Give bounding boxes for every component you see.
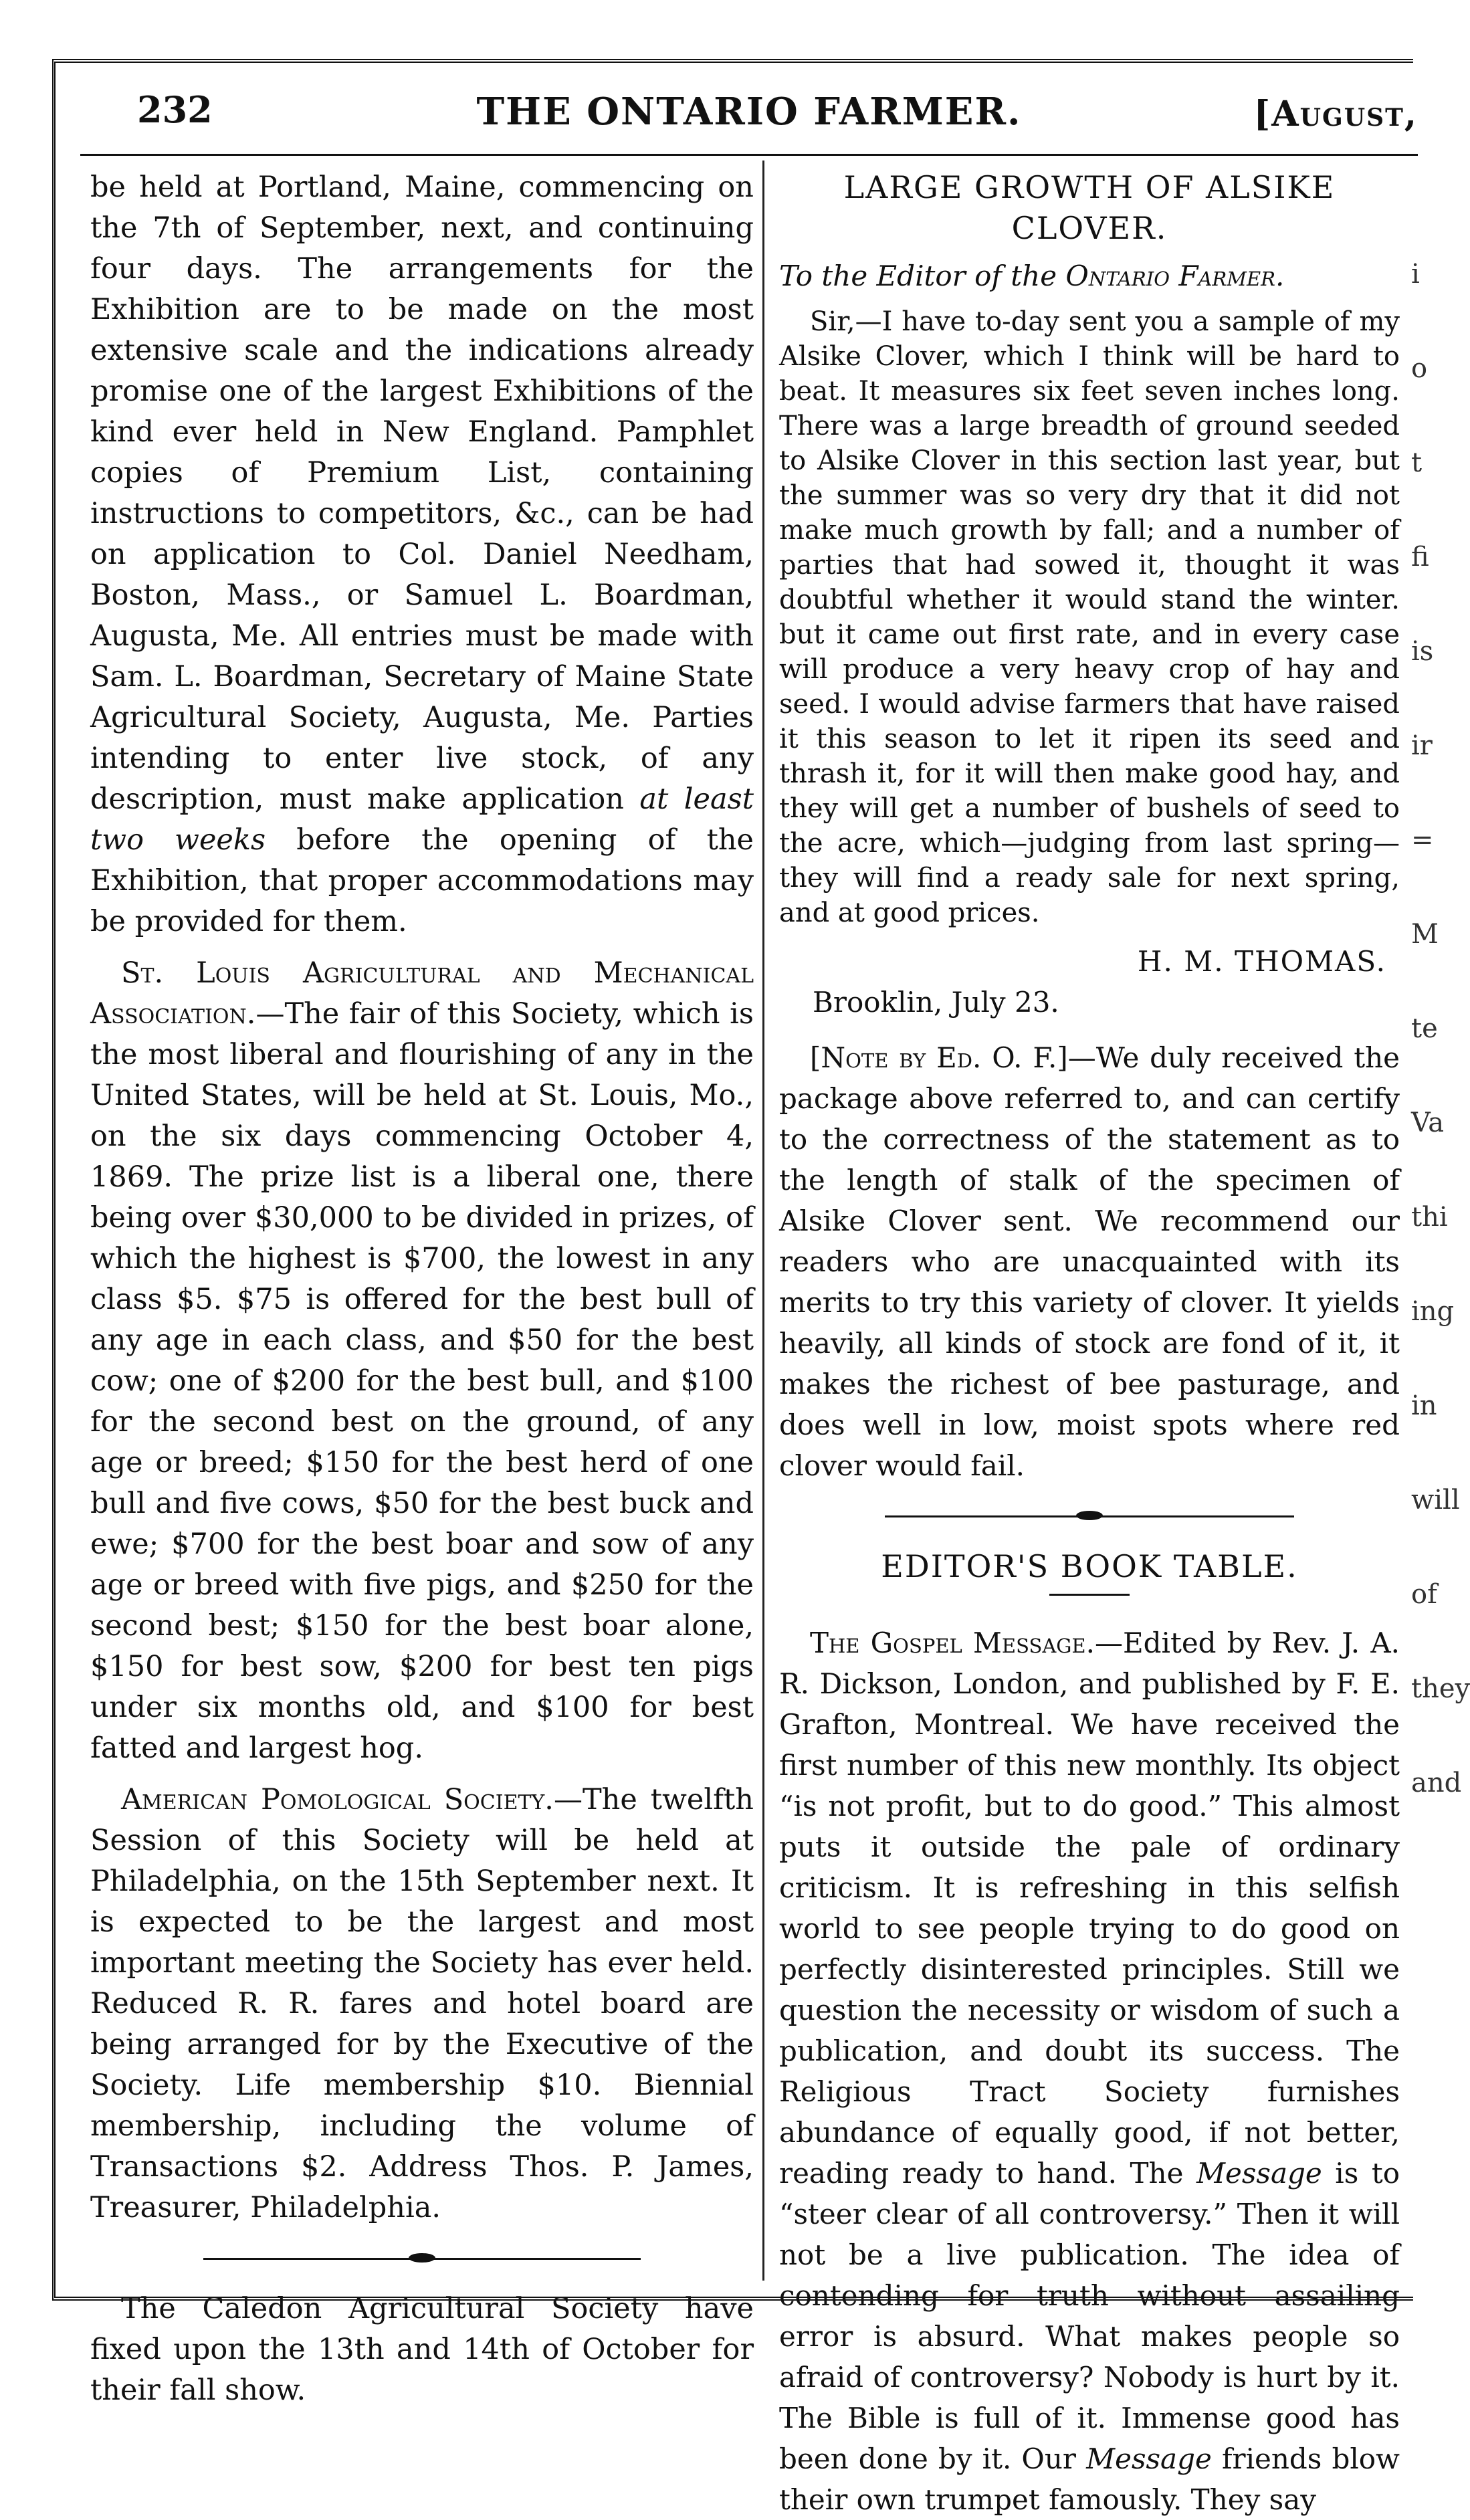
short-rule (1049, 1594, 1130, 1596)
ornamental-rule (90, 2248, 754, 2269)
paragraph-caledon-society: The Caledon Agricultural Society have fixed upon the 13th and 14th of October for their fall show. (90, 2292, 754, 2407)
column-divider (762, 161, 764, 2281)
right-column (779, 167, 1400, 2516)
margin-fragment: t (1411, 447, 1423, 478)
margin-fragment: ir (1411, 730, 1433, 761)
margin-fragment: Va (1411, 1108, 1445, 1138)
paragraph-st-louis-fair: St. Louis Agricultural and Mechanical Association.—The fair of this Society, which is the most liberal and flourishing of any in the United States, will be held at St. Louis, Mo., on the six days commencing October 4, 1869. The prize list is a liberal one, there being over $30,000 to be divided in prizes, of which the highest is $700, the lowest in any class $5. $75 is offered for the best bull of any age in each class, and $50 for the best cow; one of $200 for the best bull, and $100 for the second best on the ground, of any age or breed; $150 for the best herd of one bull and five cows, $50 for the best buck and ewe; $700 for the best boar and sow of any age or breed with five pigs, and $250 for the second best; $150 for the best boar alone, $150 for best sow, $200 for best ten pigs under six months old, and $100 for best fatted and largest hog. (90, 956, 754, 1765)
letter-signature: H. M. THOMAS. (1137, 945, 1386, 978)
left-column (90, 167, 754, 2407)
margin-fragment: fi (1411, 542, 1429, 572)
margin-fragment: in (1411, 1390, 1437, 1421)
margin-fragment: and (1411, 1768, 1462, 1798)
running-header (80, 80, 1418, 156)
heading-book-table: EDITOR'S BOOK TABLE. (881, 1548, 1298, 1584)
running-month: [August, (1253, 94, 1418, 134)
margin-fragment: te (1411, 1013, 1438, 1044)
margin-fragment: i (1411, 259, 1420, 290)
ornamental-rule (779, 1506, 1400, 1526)
margin-fragment: ing (1411, 1296, 1455, 1327)
margin-fragment: M (1411, 919, 1439, 950)
page-number: 232 (137, 88, 213, 131)
paragraph-pomological-society: American Pomological Society.—The twelfth Session of this Society will be held at Philadelphia, on the 15th September next. It is expected to be the largest and most important meeting the Society has ever held. Reduced R. R. fares and hotel board are being arranged for by the Executive of the Society. Life membership $10. Biennial membership, including the volume of Transactions $2. Address Thos. P. James, Treasurer, Philadelphia. (90, 1783, 754, 2224)
margin-fragment: thi (1411, 1202, 1448, 1233)
running-title: THE ONTARIO FARMER. (476, 90, 1022, 134)
editor-note: [Note by Ed. O. F.]—We duly received the package above referred to, and can certify to the correctness of the statement as to the length of stalk of the specimen of Alsike Clover sent. We recommend our readers who are unacquainted with its merits to try this variety of clover. It yields heavily, all kinds of stock are fond of it, it makes the richest of bee pasturage, and does well in low, moist spots where red clover would fail. (779, 1041, 1400, 1482)
margin-fragment: of (1411, 1579, 1437, 1610)
margin-fragment: they (1411, 1673, 1470, 1704)
margin-fragment: will (1411, 1485, 1460, 1515)
margin-fragment: is (1411, 636, 1434, 667)
paragraph-maine-exhibition: be held at Portland, Maine, commencing on the 7th of September, next, and continuing four days. The arrangements for the Exhibition are to be made on the most extensive scale and the indications already promise one of the largest Exhibitions of the kind ever held in New England. Pamphlet copies of Premium List, containing instructions to competitors, &c., can be had on application to Col. Daniel Needham, Boston, Mass., or Samuel L. Boardman, Augusta, Me. All entries must be made with Sam. L. Boardman, Secretary of Maine State Agricultural Society, Augusta, Me. Parties intending to enter live stock, of any description, must make application at least two weeks before the opening of the Exhibition, that proper accommodations may be provided for them. (90, 171, 754, 938)
paragraph-gospel-message: The Gospel Message.—Edited by Rev. J. A. R. Dickson, London, and published by F. E. Grafton, Montreal. We have received the first number of this new monthly. Its object “is not profit, but to do good.” This almost puts it outside the pale of ordinary criticism. It is refreshing in this selfish world to see people trying to do good on perfectly disinterested principles. Still we question the necessity or wisdom of such a publication, and doubt its success. The Religious Tract Society furnishes abundance of equally good, if not better, reading ready to hand. The Message is to “steer clear of all controversy.” Then it will not be a live publication. The idea of contending for truth without assailing error is absurd. What makes people so afraid of controversy? Nobody is hurt by it. The Bible is full of it. Immense good has been done by it. Our Message friends blow their own trumpet famously. They say (779, 1626, 1400, 2516)
editor-address-line: To the Editor of the Ontario Farmer. (779, 259, 1285, 292)
margin-fragment: o (1411, 353, 1428, 384)
letter-place-date: Brooklin, July 23. (813, 986, 1059, 1019)
letter-body: Sir,—I have to-day sent you a sample of my Alsike Clover, which I think will be hard to beat. It measures six feet seven inches long. There was a large breadth of ground seeded to Alsike Clover in this section last year, but the summer was so very dry that it did not make much growth by fall; and a number of parties that had sowed it, thought it was doubtful whether it would stand the winter. but it came out first rate, and in every case will produce a very heavy crop of hay and seed. I would advise farmers that have raised it this season to let it ripen its seed and thrash it, for it will then make good hay, and they will get a number of bushels of seed to the acre, which—judging from last spring—they will find a ready sale for next spring, and at good prices. (779, 306, 1400, 928)
heading-alsike-clover: LARGE GROWTH OF ALSIKE CLOVER. (843, 169, 1336, 246)
adjacent-page-fragments (1411, 201, 1470, 1804)
margin-fragment: = (1411, 825, 1434, 855)
